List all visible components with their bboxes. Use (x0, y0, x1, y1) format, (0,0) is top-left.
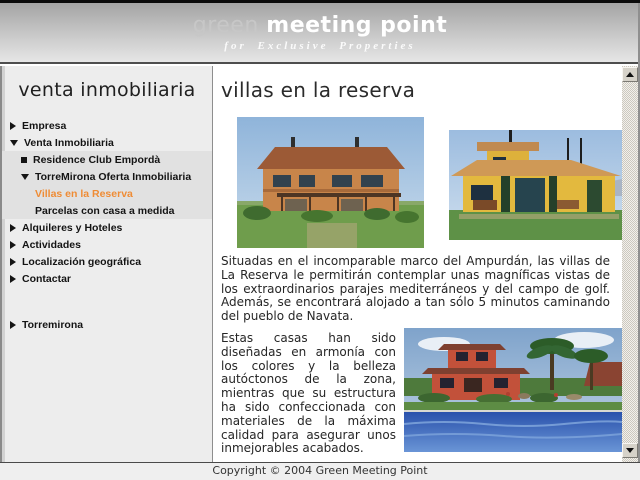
arrow-down-icon (626, 448, 634, 453)
menu-item-label: Villas en la Reserva (35, 187, 133, 200)
triangle-right-icon (10, 241, 16, 249)
triangle-right-icon (10, 275, 16, 283)
sidebar-submenu (2, 151, 212, 219)
site-header (0, 3, 640, 64)
footer-bar (0, 462, 640, 480)
triangle-right-icon (10, 321, 16, 329)
menu-item-label: TorreMirona Oferta Inmobiliaria (35, 170, 192, 183)
main-content (214, 64, 622, 462)
villa-pergola-photo (237, 117, 424, 248)
sidebar-menu (2, 117, 212, 333)
sidebar-item-localizacion-geografica[interactable] (2, 253, 212, 270)
sidebar-item-torremirona[interactable] (2, 316, 212, 333)
site-logo (193, 14, 448, 38)
paragraph-intro: Situadas en el incomparable marco del Ampurdán, las villas de La Reserva le permitirán contemplar unas magníficas vistas de los extraordinarios parajes mediterráneos y del campo de golf. Además, se encontrará alojado a tan sólo 5 minutos caminando del pueblo de Navata. (221, 254, 610, 324)
triangle-right-icon (10, 258, 16, 266)
logo-word-green: green (192, 12, 259, 38)
sidebar-item-actividades[interactable] (2, 236, 212, 253)
scroll-down-button[interactable] (622, 443, 638, 458)
triangle-right-icon (10, 224, 16, 232)
square-bullet-icon (21, 157, 27, 163)
page-title: villas en la reserva (221, 78, 416, 102)
sidebar-item-venta-inmobiliaria[interactable] (2, 134, 212, 151)
red-villa-pool-photo (404, 328, 622, 452)
triangle-down-icon (10, 140, 18, 146)
paragraph-design: Estas casas han sido diseñadas en armonía con los colores y la belleza autóctonos de la zona, mientras que su estructura ha sido confeccionada con materiales de la máxima calidad para asegurar unos inmejorables acabados. (221, 330, 396, 456)
sidebar-item-alquileres-y-hoteles[interactable] (2, 219, 212, 236)
sidebar-item-empresa[interactable] (2, 117, 212, 134)
yellow-house-photo (449, 130, 622, 240)
sidebar-item-residence-club-emporda[interactable] (2, 151, 212, 168)
menu-item-label: Localización geográfica (22, 255, 142, 268)
menu-item-label: Parcelas con casa a medida (35, 204, 175, 217)
arrow-up-icon (626, 72, 634, 77)
menu-item-label: Alquileres y Hoteles (22, 221, 123, 234)
wrap-section (221, 332, 622, 462)
sidebar-item-villas-en-la-reserva[interactable] (2, 185, 212, 202)
photo-row (237, 117, 622, 248)
sidebar-title: venta inmobiliaria (18, 79, 196, 101)
menu-item-label: Venta Inmobiliaria (24, 136, 114, 149)
triangle-down-icon (21, 174, 29, 180)
menu-item-label: Contactar (22, 272, 72, 285)
copyright-text: Copyright © 2004 Green Meeting Point (212, 464, 428, 477)
sidebar-nav (0, 66, 213, 462)
sidebar-item-parcelas-con-casa-a-medida[interactable] (2, 202, 212, 219)
sidebar-item-torremirona-oferta-inmobiliaria[interactable] (2, 168, 212, 185)
triangle-right-icon (10, 122, 16, 130)
logo-word-meeting-point: meeting point (266, 12, 448, 38)
scroll-up-button[interactable] (622, 67, 638, 82)
sidebar-item-contactar[interactable] (2, 270, 212, 287)
vertical-scrollbar[interactable] (622, 66, 638, 462)
logo-tagline: for Exclusive Properties (224, 39, 416, 52)
menu-item-label: Residence Club Empordà (33, 153, 161, 166)
menu-item-label: Actividades (22, 238, 81, 251)
menu-item-label: Empresa (22, 119, 67, 132)
menu-item-label: Torremirona (22, 318, 84, 331)
